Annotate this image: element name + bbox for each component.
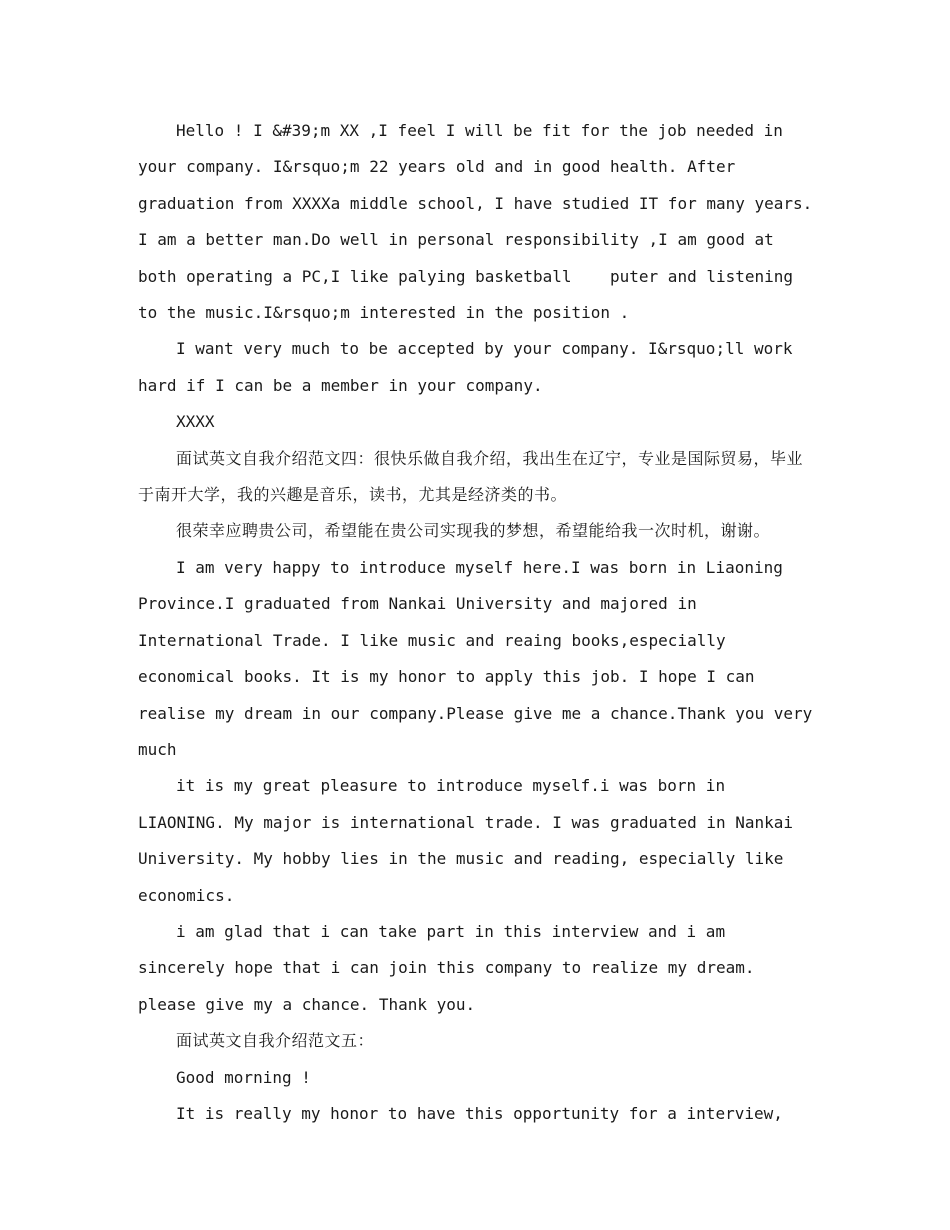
paragraph-sample-four-closing: 很荣幸应聘贵公司，希望能在贵公司实现我的梦想，希望能给我一次时机，谢谢。: [176, 521, 771, 541]
paragraph-signature: XXXX: [176, 412, 215, 432]
paragraph-self-intro: Hello ! I &#39;m XX ,I feel I will be fit for the job needed in your company. I&rsquo;m 22 years old and in good health. After graduation from XXXXa middle school, I have studied IT for many years. I am a better man.Do well in personal responsibility ,I am good at both operating a PC,I like palying basketball puter and listening to the music.I&rsquo;m interested in the position .: [138, 121, 822, 323]
paragraph-honor: It is really my honor to have this opportunity for a interview,: [176, 1103, 783, 1123]
paragraph-greeting: Good morning !: [176, 1067, 311, 1087]
paragraph-acceptance: I want very much to be accepted by your company. I&rsquo;ll work hard if I can be a member in your company.: [138, 339, 803, 395]
paragraph-sample-five-heading: 面试英文自我介绍范文五：: [176, 1031, 375, 1051]
paragraph-sample-four-heading: 面试英文自我介绍范文四：很快乐做自我介绍，我出生在辽宁，专业是国际贸易，毕业于南开大学，我的兴趣是音乐，读书，尤其是经济类的书。: [138, 448, 804, 505]
paragraph-liaoning-intro: I am very happy to introduce myself here.I was born in Liaoning Province.I graduated from Nankai University and majored in International Trade. I like music and reaing books,especially economical books. It is my honor to apply this job. I hope I can realise my dream in our company.Please give me a chance.Thank you very much: [138, 557, 822, 759]
document-body: [138, 113, 822, 1132]
paragraph-pleasure-intro: it is my great pleasure to introduce myself.i was born in LIAONING. My major is international trade. I was graduated in Nankai University. My hobby lies in the music and reading, especially like economics.: [138, 776, 803, 905]
paragraph-interview-glad: i am glad that i can take part in this interview and i am sincerely hope that i can join this company to realize my dream. please give my a chance. Thank you.: [138, 921, 765, 1014]
